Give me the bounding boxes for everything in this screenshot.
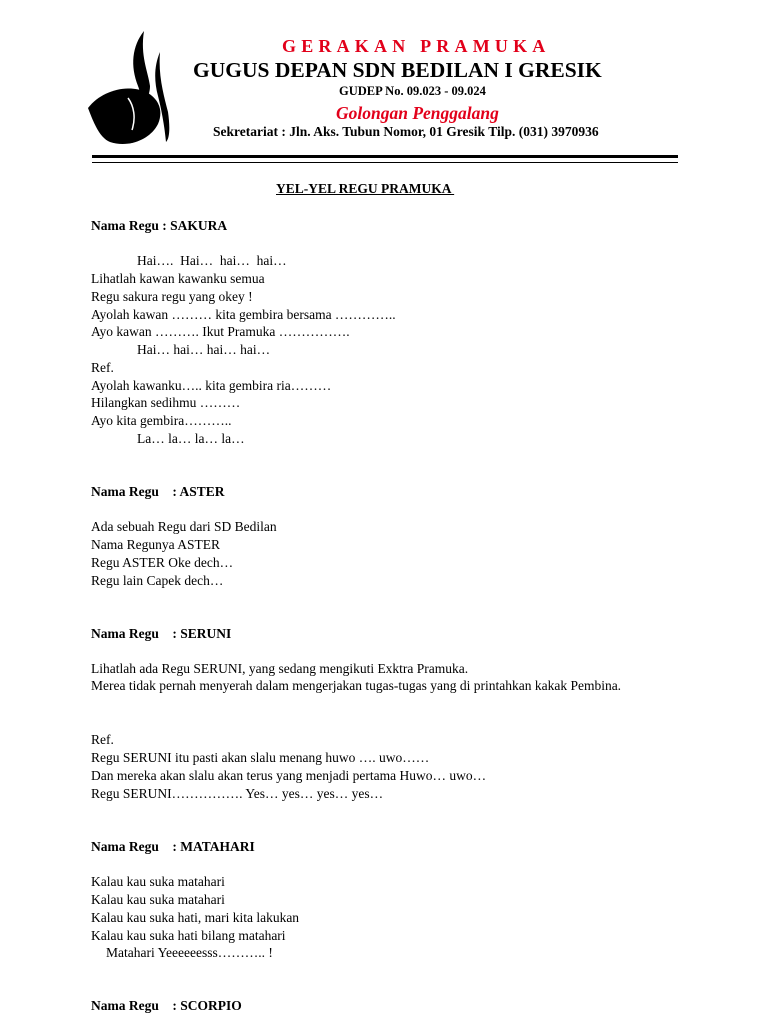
lyric-line: Kalau kau suka hati, mari kita lakukan xyxy=(91,910,300,925)
section-heading-sakura: Nama Regu : SAKURA xyxy=(91,218,228,233)
lyric-line: Regu lain Capek dech… xyxy=(91,573,224,588)
lyric-line: Hai…. Hai… hai… hai… xyxy=(137,253,287,268)
tunas-kelapa-logo xyxy=(84,26,174,148)
lyric-line: Ref. xyxy=(91,360,114,375)
letterhead-divider-thin xyxy=(92,162,678,163)
lyric-line: Nama Regunya ASTER xyxy=(91,537,220,552)
lyric-line: Regu SERUNI……………. Yes… yes… yes… yes… xyxy=(91,786,384,801)
secretariat-address: Sekretariat : Jln. Aks. Tubun Nomor, 01 Gresik Tilp. (031) 3970936 xyxy=(213,124,599,139)
lyric-line: Hai… hai… hai… hai… xyxy=(137,342,271,357)
lyric-line: La… la… la… la… xyxy=(137,431,245,446)
lyric-line: Kalau kau suka hati bilang matahari xyxy=(91,928,286,943)
organization-name: GERAKAN PRAMUKA xyxy=(282,36,551,56)
lyric-line: Regu sakura regu yang okey ! xyxy=(91,289,253,304)
golongan-label: Golongan Penggalang xyxy=(336,103,499,123)
lyric-line: Regu ASTER Oke dech… xyxy=(91,555,234,570)
lyric-line: Lihatlah kawan kawanku semua xyxy=(91,271,265,286)
lyric-line: Ayolah kawan ……… kita gembira bersama ………….. xyxy=(91,307,396,322)
lyric-line: Ayolah kawanku….. kita gembira ria……… xyxy=(91,378,332,393)
unit-name: GUGUS DEPAN SDN BEDILAN I GRESIK xyxy=(193,58,602,82)
section-heading-aster: Nama Regu : ASTER xyxy=(91,484,225,499)
lyric-line: Dan mereka akan slalu akan terus yang menjadi pertama Huwo… uwo… xyxy=(91,768,487,783)
lyric-line: Ayo kita gembira……….. xyxy=(91,413,232,428)
section-heading-scorpio: Nama Regu : SCORPIO xyxy=(91,998,242,1013)
gudep-number: GUDEP No. 09.023 - 09.024 xyxy=(339,84,486,98)
lyric-line: Kalau kau suka matahari xyxy=(91,874,225,889)
lyric-line: Regu SERUNI itu pasti akan slalu menang huwo …. uwo…… xyxy=(91,750,430,765)
lyric-line: Ada sebuah Regu dari SD Bedilan xyxy=(91,519,277,534)
lyric-paragraph: Merea tidak pernah menyerah dalam mengerjakan tugas-tugas yang di printahkan kakak Pembina. xyxy=(91,678,622,693)
section-heading-seruni: Nama Regu : SERUNI xyxy=(91,626,232,641)
lyric-line: Matahari Yeeeeeesss……….. ! xyxy=(106,945,273,960)
document-title: YEL-YEL REGU PRAMUKA xyxy=(276,181,455,196)
lyric-line: Ref. xyxy=(91,732,114,747)
lyric-line: Lihatlah ada Regu SERUNI, yang sedang mengikuti Exktra Pramuka. xyxy=(91,661,469,676)
lyric-line: Ayo kawan ………. Ikut Pramuka ……………. xyxy=(91,324,350,339)
letterhead-divider-thick xyxy=(92,155,678,158)
lyric-line: Hilangkan sedihmu ……… xyxy=(91,395,241,410)
section-heading-matahari: Nama Regu : MATAHARI xyxy=(91,839,255,854)
lyric-line: Kalau kau suka matahari xyxy=(91,892,225,907)
